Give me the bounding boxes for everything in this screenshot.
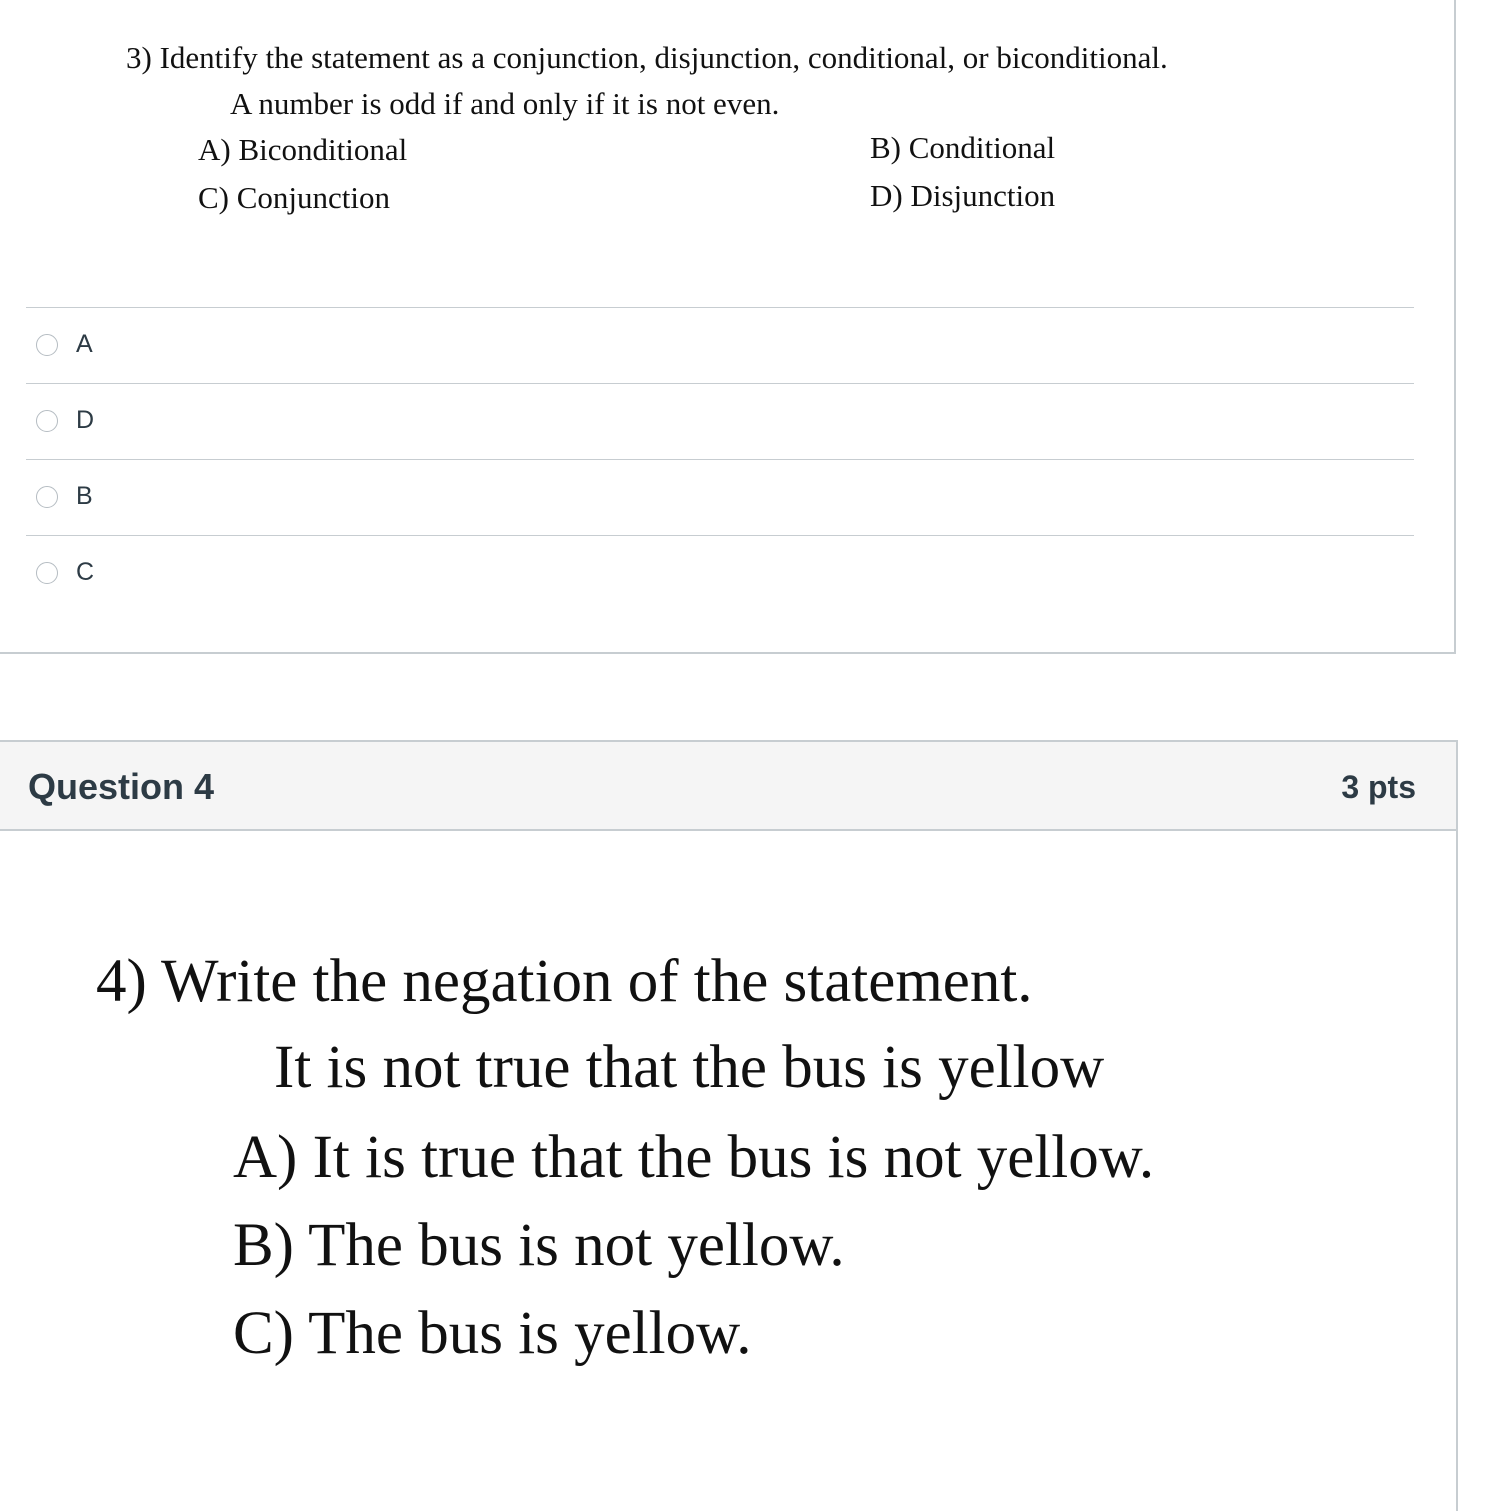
question-3-option-a: A) Biconditional xyxy=(198,132,408,167)
question-3-prompt: 3) Identify the statement as a conjunction, disjunction, conditional, or biconditional. xyxy=(126,40,1168,75)
question-title: Question 4 xyxy=(28,766,215,807)
question-3-option-b: B) Conditional xyxy=(870,130,1056,165)
radio-button[interactable] xyxy=(36,334,58,356)
answer-label: A xyxy=(76,330,93,358)
answer-option-b[interactable] xyxy=(26,459,1414,535)
answer-option-d[interactable] xyxy=(26,383,1414,459)
question-4-option-b: B) The bus is not yellow. xyxy=(233,1212,845,1279)
question-points: 3 pts xyxy=(1341,769,1416,805)
question-4-header xyxy=(0,740,1458,831)
radio-button[interactable] xyxy=(36,562,58,584)
answer-option-a[interactable] xyxy=(26,307,1414,383)
radio-button[interactable] xyxy=(36,410,58,432)
answer-option-c[interactable] xyxy=(26,535,1414,611)
question-4-option-a: A) It is true that the bus is not yellow. xyxy=(233,1124,1155,1191)
radio-button[interactable] xyxy=(36,486,58,508)
answer-label: C xyxy=(76,558,95,586)
question-4-body xyxy=(0,831,1458,1511)
question-4-option-c: C) The bus is yellow. xyxy=(233,1300,752,1367)
answer-label: D xyxy=(76,406,95,434)
question-3-option-c: C) Conjunction xyxy=(198,180,391,215)
answer-label: B xyxy=(76,482,93,510)
question-3-statement: A number is odd if and only if it is not even. xyxy=(230,86,780,121)
question-3-card xyxy=(0,0,1456,654)
question-4-prompt: 4) Write the negation of the statement. xyxy=(96,948,1033,1015)
question-4-statement: It is not true that the bus is yellow xyxy=(274,1034,1105,1101)
question-3-option-d: D) Disjunction xyxy=(870,178,1056,213)
answer-list xyxy=(26,307,1414,611)
